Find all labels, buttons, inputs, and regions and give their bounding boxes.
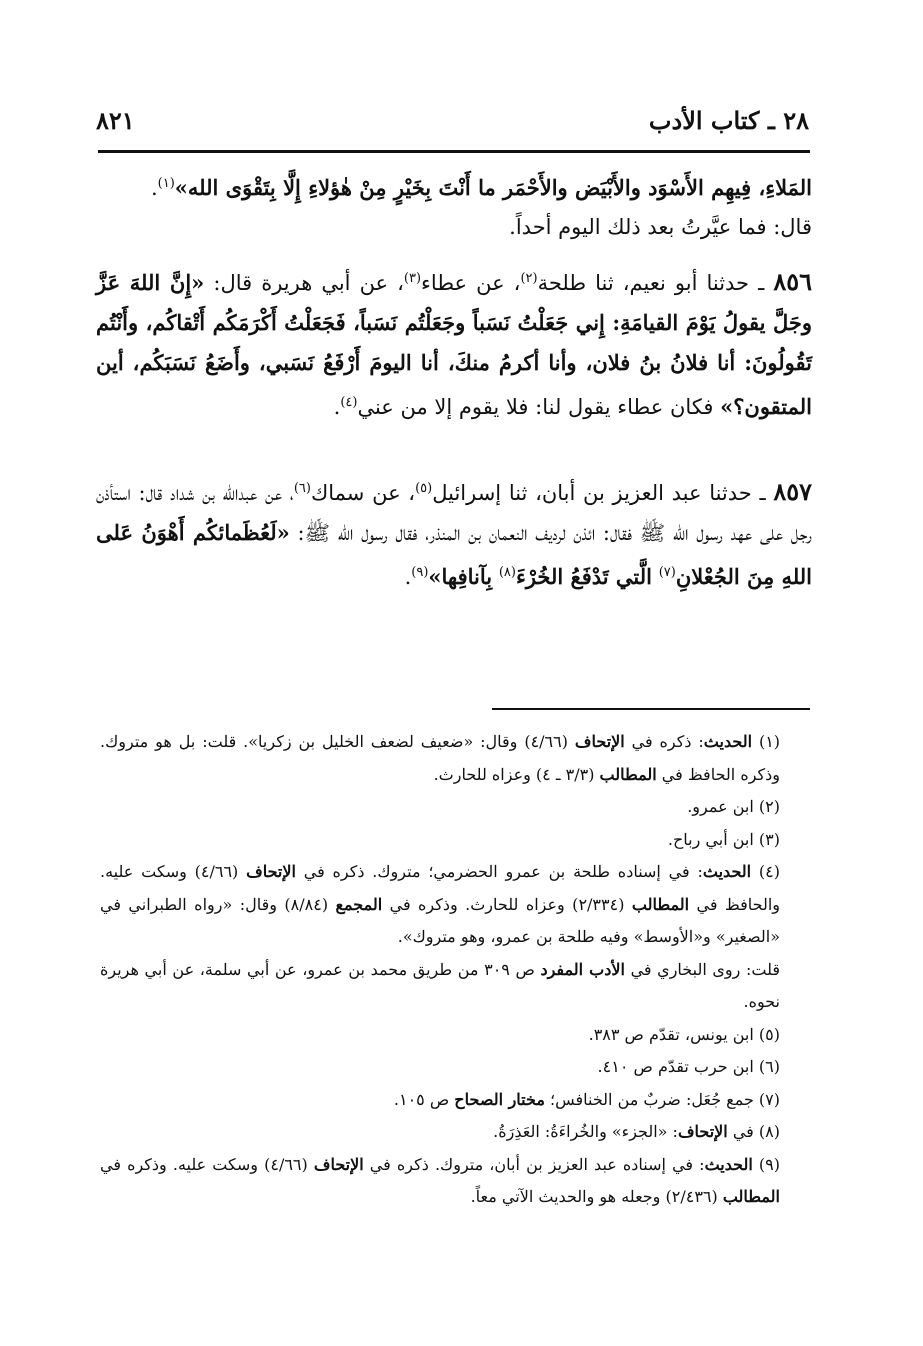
hadith-number: ٨٥٦ bbox=[773, 267, 812, 296]
footnote-text: (٢/٤٣٦) وجعله هو والحديث الآتي معاً. bbox=[470, 1187, 718, 1206]
hadith-number: ٨٥٧ bbox=[773, 477, 812, 506]
footnote-number: (٤) bbox=[758, 862, 780, 881]
footnote-9 bbox=[100, 1149, 812, 1214]
footnote-5 bbox=[100, 1019, 812, 1052]
source-title: الإتحاف bbox=[677, 1122, 728, 1141]
footnote-3 bbox=[100, 824, 812, 857]
footnote-text: (٢/٣٣٤) وعزاه للحارث. وذكره في bbox=[389, 894, 625, 914]
footnote-6 bbox=[100, 1051, 812, 1084]
footnote-number: (١) bbox=[758, 732, 781, 751]
footnote-ref: (٥) bbox=[415, 481, 433, 496]
footnotes bbox=[100, 726, 812, 1214]
source-title: الإتحاف bbox=[574, 732, 625, 751]
footnote-4 bbox=[100, 856, 812, 954]
footnote-text: (٣) ابن أبي رباح. bbox=[667, 829, 780, 849]
footnote-term: الحديث bbox=[703, 732, 753, 751]
source-title: الأدب المفرد bbox=[540, 959, 625, 979]
hadith-quote: المَلاءِ، فِيهِم الأَسْوَد والأَبْيَض والأَحْمَر ما أَنْتَ بِخَيْرٍ مِنْ هٰؤلاءِ إِلَّا بِتَقْوَى الله» bbox=[174, 175, 812, 200]
hadith-quote: بِآنافِها» bbox=[428, 564, 493, 589]
footnote-text: : في إسناده طلحة بن عمرو الحضرمي؛ متروك. ذكره في bbox=[303, 862, 703, 881]
footnote-ref: (٩) bbox=[411, 565, 429, 580]
source-title: الإتحاف bbox=[246, 862, 296, 881]
footnote-8 bbox=[100, 1116, 812, 1149]
hadith-857 bbox=[96, 469, 812, 597]
hadith-quote: «لَعُظَمائكُم أَهْوَنُ عَلى اللهِ مِنَ الجُعْلانِ bbox=[96, 520, 812, 589]
footnote-ref: (٤) bbox=[340, 395, 358, 410]
footnote-text: (٤/٦٦) وقال: «ضعيف لضعف الخليل بن زكريا». قلت: بل هو متروك. وذكره الحافظ في bbox=[100, 732, 780, 784]
footnote-number: (٩) bbox=[758, 1154, 780, 1174]
footnote-text: ص ١٠٥. bbox=[393, 1089, 450, 1109]
footnote-7 bbox=[100, 1084, 812, 1117]
footnote-text: قلت: روى البخاري في bbox=[630, 959, 781, 979]
isnad-text: ـ حدثنا عبد العزيز بن أبان، ثنا إسرائيل bbox=[432, 481, 766, 505]
footnote-ref: (٧) bbox=[658, 565, 676, 580]
footnote-text: (٧) جمع جُعَل: ضربٌ من الخنافس؛ bbox=[550, 1089, 780, 1109]
footnote-rule bbox=[492, 708, 810, 710]
footnote-term: الحديث bbox=[704, 1154, 753, 1174]
main-text bbox=[96, 164, 812, 597]
isnad-text: ، عن عطاء bbox=[421, 271, 521, 295]
isnad-text: ـ حدثنا أبو نعيم، ثنا طلحة bbox=[537, 271, 765, 295]
footnote-text: (٥) ابن يونس، تقدّم ص ٣٨٣. bbox=[588, 1024, 780, 1044]
footnote-text: (٣/٣ ـ ٤) وعزاه للحارث. bbox=[433, 764, 595, 784]
source-title: المطالب bbox=[631, 894, 690, 914]
paragraph-continuation bbox=[96, 164, 812, 208]
source-title: المجمع bbox=[335, 894, 383, 914]
isnad-text: ، عن سماك bbox=[310, 481, 416, 505]
hadith-856 bbox=[96, 259, 812, 427]
footnote-1 bbox=[100, 726, 812, 791]
header-rule bbox=[98, 150, 810, 153]
hadith-quote: الَّتي تَدْفَعُ الخُرْءَ bbox=[515, 564, 652, 589]
footnote-ref: (١) bbox=[157, 176, 175, 191]
source-title: المطالب bbox=[722, 1187, 780, 1206]
footnote-text: : ذكره في bbox=[631, 732, 704, 751]
narration-line bbox=[96, 208, 812, 247]
footnote-text: (٤/٦٦) وسكت عليه. والحافظ في bbox=[100, 862, 780, 914]
source-title: المطالب bbox=[599, 764, 657, 784]
footnote-2 bbox=[100, 791, 812, 824]
footnote-text: ص ٣٠٩ من طريق محمد بن عمرو، عن أبي سلمة، عن أبي هريرة نحوه. bbox=[100, 959, 780, 1011]
narration-text: فكان عطاء يقول لنا: فلا يقوم إلا من عني bbox=[357, 395, 714, 419]
footnote-text: (٨) في bbox=[732, 1122, 780, 1141]
footnote-text: (٤/٦٦) وسكت عليه. وذكره في bbox=[100, 1154, 308, 1174]
footnote-ref: (٢) bbox=[520, 271, 538, 286]
footnote-ref: (٨) bbox=[498, 565, 516, 580]
punctuation: . bbox=[404, 565, 412, 589]
source-title: مختار الصحاح bbox=[454, 1089, 545, 1109]
footnote-term: الحديث bbox=[702, 862, 752, 881]
footnote-ref: (٣) bbox=[403, 271, 422, 286]
source-title: الإتحاف bbox=[313, 1154, 364, 1174]
footnote-4-remark bbox=[100, 954, 812, 1019]
isnad-text: ، عن أبي هريرة قال: bbox=[213, 271, 404, 295]
punctuation: . bbox=[150, 176, 158, 200]
narration-text: ، عن عبدالله بن شداد قال: استأذن رجل على عهد رسول الله ﷺ فقال: ائذن لرديف النعمان بن المنذر، فقال رسول الله ﷺ: bbox=[96, 481, 813, 545]
page-number: ٨٢١ bbox=[96, 105, 135, 135]
footnote-text: (٦) ابن حرب تقدّم ص ٤١٠. bbox=[597, 1057, 780, 1076]
hadith-quote: «إِنَّ اللهَ عَزَّ وجَلَّ يقولُ يَوْمَ القيامَةِ: إِني جَعَلْتُ نَسَباً وجَعَلْتُم نَسَباً، فَجَعَلْتُ أَكْرَمَكُم أَتْقاكُم، وأَنْتُم تَقُولُونَ: أنا فلانُ بنُ فلان، وأنا أكرمُ منكَ، أنا اليومَ أَرْفَعُ نَسَبي، وأَضَعُ نَسَبَكُم، أين المتقون؟» bbox=[96, 270, 812, 419]
narration-text: قال: فما عيَّرتُ بعد ذلك اليوم أحداً. bbox=[509, 215, 812, 239]
running-header bbox=[96, 100, 809, 140]
punctuation: . bbox=[333, 395, 341, 419]
footnote-ref: (٦) bbox=[293, 481, 311, 496]
footnote-text: (٢) ابن عمرو. bbox=[687, 797, 780, 816]
footnote-text: : في إسناده عبد العزيز بن أبان، متروك. ذكره في bbox=[369, 1154, 705, 1174]
footnote-text: : «الجزء» والخُراءَةُ: العَذِرَةُ. bbox=[493, 1122, 678, 1141]
chapter-title: ٢٨ ـ كتاب الأدب bbox=[648, 105, 809, 135]
footnote-text: (٨/٨٤) وقال: «رواه الطبراني في «الصغير» و«الأوسط» وفيه طلحة بن عمرو، وهو متروك». bbox=[100, 894, 780, 946]
